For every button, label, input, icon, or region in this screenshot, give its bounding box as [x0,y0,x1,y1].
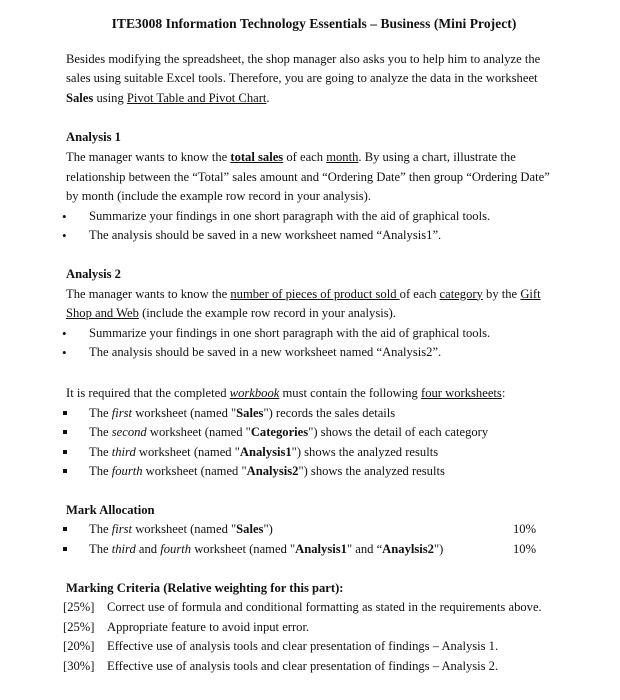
criteria-row [63,598,562,618]
req-item-pre: The [89,405,112,420]
analysis2-shops: Gift Shop and Web [66,286,541,321]
req-t2: must contain the following [279,385,422,400]
intro-tools: Pivot Table and Pivot Chart [126,90,267,105]
req-item-pre: The [89,464,112,479]
intro-paragraph [66,50,562,109]
analysis1-section [66,128,562,246]
req-item-name: Analysis2 [246,464,299,479]
req-item-pre: The [89,425,112,440]
analysis1-bullets [66,207,562,246]
marking-criteria-heading: Marking Criteria (Relative weighting for this part): [66,580,344,595]
req-item-mid: worksheet (named " [135,444,240,459]
req-item-name: Sales [236,405,264,420]
list-item [66,540,562,560]
analysis2-t4: (include the example row record in your analysis). [138,306,396,321]
req-item-post: ") shows the detail of each category [308,425,489,440]
marking-criteria-section [63,579,562,677]
analysis2-heading: Analysis 2 [66,266,121,281]
analysis1-month: month [326,149,359,164]
req-item-mid: worksheet (named " [142,464,247,479]
mark-sep: " and “ [346,542,383,557]
req-item-pre: The [89,444,112,459]
list-item [66,462,562,482]
list-item [66,443,562,463]
mark-name: Sales [236,522,264,537]
intro-text: Besides modifying the spreadsheet, the shop manager also asks you to help him to analyze the sales using suitable Excel tools. Therefore, you are going to analyze the data in the worksheet [66,51,541,86]
req-item-mid: worksheet (named " [146,425,251,440]
analysis2-section [66,265,562,363]
mark-post: ") [433,542,444,557]
criteria-text: Effective use of analysis tools and clear presentation of findings – Analysis 2. [107,659,499,674]
analysis2-category: category [439,286,483,301]
analysis2-t2: of each [399,286,440,301]
requirements-list [66,404,562,482]
req-t3: : [501,385,506,400]
list-item [66,404,562,424]
req-item-post: ") shows the analyzed results [298,464,445,479]
mark-pre: The [89,522,112,537]
intro-sheet-name: Sales [66,90,94,105]
list-item: • Summarize your findings in one short paragraph with the aid of graphical tools. [66,207,562,227]
criteria-row [63,637,562,657]
analysis1-t3: . By using a chart, illustrate the relationship between the “Total” sales amount and “Ordering Date” then group “Ordering Date” by month (include the example row record in your analysis). [66,149,550,204]
intro-using: using [93,90,127,105]
mark-allocation-section [66,501,562,560]
criteria-row [63,657,562,677]
req-t1: It is required that the completed [66,385,230,400]
mark-row-text [89,540,443,560]
analysis2-pieces: number of pieces of product sold [230,286,400,301]
criteria-text: Correct use of formula and conditional formatting as stated in the requirements above. [107,600,542,615]
intro-end: . [266,90,270,105]
mark-ordinal: third [111,542,136,557]
list-item [66,423,562,443]
criteria-row [63,618,562,638]
requirements-section [66,384,562,482]
req-item-ordinal: first [111,405,133,420]
mark-ordinal-2: fourth [160,542,192,557]
requirements-text [66,384,562,404]
mark-row-text [89,520,273,540]
analysis1-total-sales: total sales [230,149,284,164]
document-title: ITE3008 Information Technology Essentials – Business (Mini Project) [111,16,517,31]
criteria-text: Effective use of analysis tools and clear presentation of findings – Analysis 1. [107,639,499,654]
req-workbook: workbook [229,385,280,400]
req-item-mid: worksheet (named " [132,405,237,420]
mark-percentage: 10% [513,542,537,557]
document-page [63,14,562,677]
analysis1-t1: The manager wants to know the [66,149,231,164]
analysis2-text [66,285,562,324]
req-item-ordinal: fourth [111,464,143,479]
mark-ordinal: first [111,522,133,537]
criteria-weight: [20%] [63,639,95,654]
analysis2-t3: by the [482,286,521,301]
mark-and: and [135,542,161,557]
req-item-name: Categories [250,425,309,440]
analysis1-t2: of each [283,149,327,164]
mark-percentage: 10% [513,522,537,537]
mark-mid: worksheet (named " [132,522,237,537]
req-item-post: ") records the sales details [263,405,396,420]
analysis2-bullets [66,324,562,363]
mark-post: ") [263,522,273,537]
mark-name-1: Analysis1 [295,542,347,557]
analysis1-heading: Analysis 1 [66,130,121,145]
analysis2-t1: The manager wants to know the [66,286,231,301]
mark-mid: worksheet (named " [191,542,296,557]
analysis1-text [66,148,562,207]
criteria-weight: [25%] [63,619,95,634]
criteria-weight: [30%] [63,659,95,674]
list-item: • The analysis should be saved in a new worksheet named “Analysis1”. [66,226,562,246]
req-item-ordinal: second [111,425,147,440]
list-item: • Summarize your findings in one short paragraph with the aid of graphical tools. [66,324,562,344]
req-item-name: Analysis1 [239,444,292,459]
criteria-text: Appropriate feature to avoid input error. [107,619,310,634]
req-four: four worksheets [421,385,502,400]
mark-pre: The [89,542,112,557]
mark-name-2: Anaylsis2 [382,542,434,557]
criteria-weight: [25%] [63,600,95,615]
list-item: • The analysis should be saved in a new worksheet named “Analysis2”. [66,343,562,363]
list-item [66,520,562,540]
req-item-post: ") shows the analyzed results [291,444,439,459]
mark-allocation-list [66,520,562,559]
mark-allocation-heading: Mark Allocation [66,502,155,517]
req-item-ordinal: third [111,444,136,459]
